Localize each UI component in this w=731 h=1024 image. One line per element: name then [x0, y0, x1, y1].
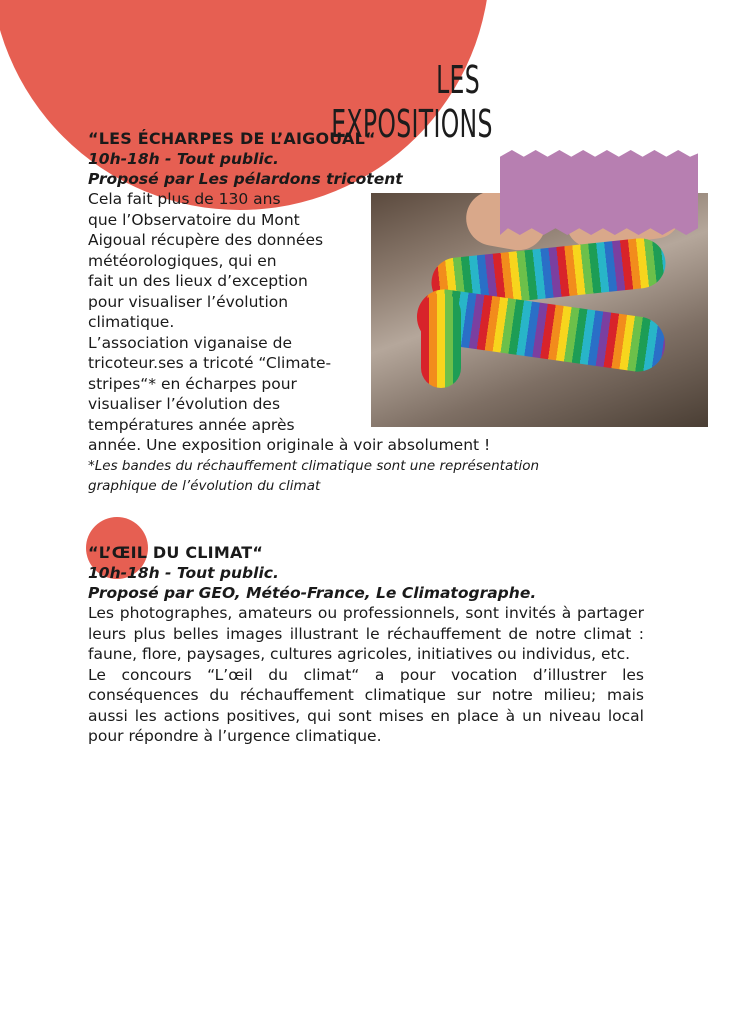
page-title: LES EXPOSITIONS	[331, 58, 493, 146]
expo1-footnote-line: graphique de l’évolution du climat	[88, 477, 321, 494]
expo1-footnote	[88, 456, 648, 496]
expo1-line: que l’Observatoire du Mont	[88, 210, 300, 229]
expo1-line: pour visualiser l’évolution	[88, 292, 289, 311]
expo1-description	[88, 189, 648, 456]
exposition-oeil-du-climat	[88, 543, 644, 747]
expo1-line: températures année après	[88, 415, 295, 434]
expo1-hours: 10h-18h - Tout public.	[88, 150, 279, 168]
expo1-line: climatique.	[88, 313, 175, 331]
expo2-hours: 10h-18h - Tout public.	[88, 564, 279, 582]
exposition-echarpes	[88, 129, 648, 496]
expo1-line: année. Une exposition originale à voir absolument !	[88, 436, 491, 454]
expo1-line: fait un des lieux d’exception	[88, 272, 308, 290]
expo1-organizer: Proposé par Les pélardons tricotent	[88, 170, 403, 188]
expo1-line: tricoteur.ses a tricoté “Climate-	[88, 354, 332, 372]
expo1-line: visualiser l’évolution des	[88, 395, 281, 413]
expo1-line: Cela fait plus de 130 ans	[88, 190, 281, 208]
expo1-line: L’association viganaise de	[88, 333, 292, 352]
expo1-footnote-line: *Les bandes du réchauffement climatique sont une représentation	[88, 457, 540, 474]
expo1-line: Aigoual récupère des données	[88, 231, 324, 249]
expo2-paragraph-2: Le concours “L’œil du climat“ a pour vocation d’illustrer les conséquences du réchauffement climatique sur notre milieu; mais aussi les actions positives, qui sont mises en place à un niveau local pour répondre à l’urgence climatique.	[88, 665, 644, 745]
expo2-title: “L’ŒIL DU CLIMAT“	[88, 543, 264, 562]
expo1-line: météorologiques, qui en	[88, 251, 277, 270]
expo1-title: “LES ÉCHARPES DE L’AIGOUAL“	[88, 129, 376, 148]
expo1-line: stripes“* en écharpes pour	[88, 374, 297, 393]
expo2-paragraph-1: Les photographes, amateurs ou professionnels, sont invités à partager leurs plus belles images illustrant le réchauffement de notre climat : faune, flore, paysages, cultures agricoles, initiatives ou individus, etc.	[88, 604, 644, 663]
expo2-organizer: Proposé par GEO, Météo-France, Le Climatographe.	[88, 584, 537, 602]
